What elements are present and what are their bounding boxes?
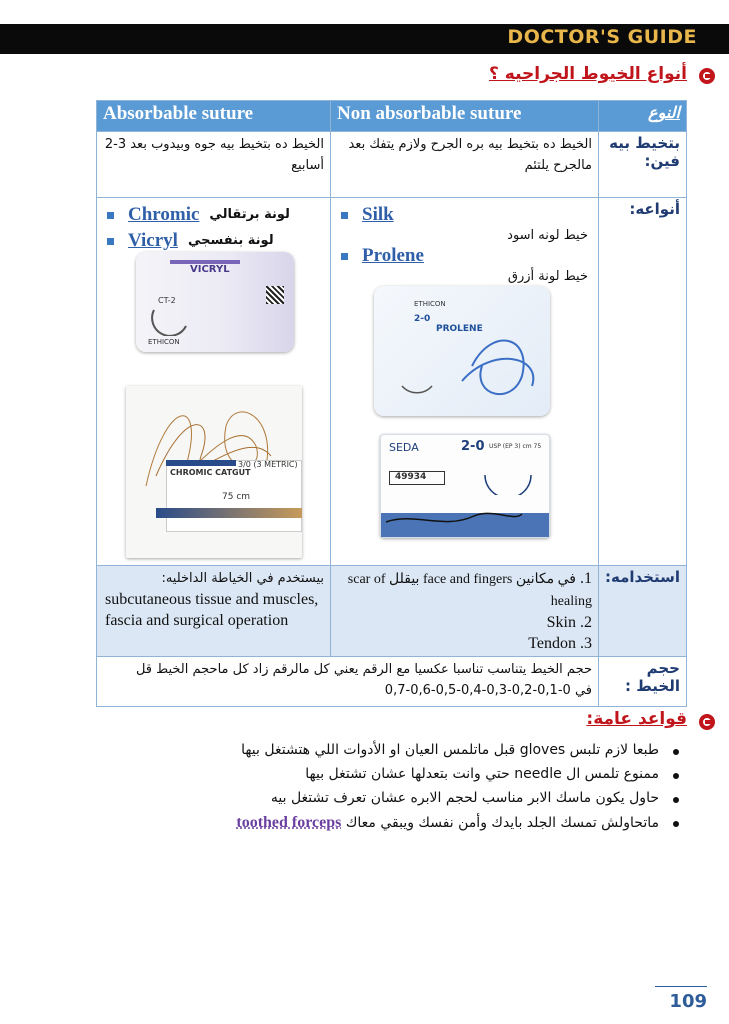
col-type-label: النوع xyxy=(599,101,687,132)
row-label-size: حجم الخيط : xyxy=(599,657,687,707)
rule-item-4-text: ماتحاولش تمسك الجلد بايدك وأمن نفسك ويبقي معاك xyxy=(345,815,659,831)
seda-spec: USP (EP 3) cm 75 xyxy=(489,443,542,450)
rule-item-4 xyxy=(236,814,659,832)
non-absorbable-usage-cell xyxy=(331,566,599,657)
table-row-size xyxy=(97,657,687,707)
black-thread-icon xyxy=(384,502,524,532)
size-cell xyxy=(97,657,599,707)
type-color-prolene: خيط لونة أزرق xyxy=(507,269,588,284)
rule-item-1: طبعا لازم تلبس gloves قبل ماتلمس العيان او الأدوات اللي هتشتغل بيها xyxy=(241,742,659,758)
type-name-vicryl: Vicryl xyxy=(128,230,178,251)
toothed-forceps-term: toothed forceps xyxy=(236,814,342,831)
prolene-maker: ETHICON xyxy=(414,300,446,308)
chromic-brand: CHROMIC CATGUT xyxy=(170,468,251,477)
row-label-usage: استخدامه: xyxy=(599,566,687,657)
bullet-icon xyxy=(341,212,348,219)
type-silk xyxy=(337,202,592,228)
header-title: DOCTOR'S GUIDE xyxy=(507,26,697,48)
prolene-package-image xyxy=(374,286,550,416)
rule-item-2: ممنوع تلمس ال needle حتي وانت بتعدلها عشان تشتغل بيها xyxy=(305,766,659,782)
rule-item-3: حاول يكون ماسك الابر مناسب لحجم الابره عشان تعرف تشتغل بيه xyxy=(270,790,659,806)
row-label-types: أنواعه: xyxy=(599,198,687,566)
table-header-row xyxy=(97,101,687,132)
qr-code-icon xyxy=(266,286,284,304)
section-title-suture-types: أنواع الخيوط الجراحيه ؟ xyxy=(488,64,687,84)
size-line-2: في 0-0,1-0,2-0,3-0,4-0,5-0,6-0,7 xyxy=(384,683,592,698)
vicryl-maker: ETHICON xyxy=(148,338,180,346)
absorbable-usage-en: subcutaneous tissue and muscles, fascia and surgical operation xyxy=(105,591,319,629)
table-row-where xyxy=(97,132,687,198)
type-color-silk: خيط لونه اسود xyxy=(507,228,588,243)
chromic-size: 3/0 (3 METRIC) xyxy=(238,460,298,469)
suture-loop-icon xyxy=(392,326,542,406)
size-line-1: حجم الخيط يتناسب تناسبا عكسيا مع الرقم يعني كل مالرقم زاد كل ماحجم الخيط قل xyxy=(135,662,592,677)
prolene-size: 2-0 xyxy=(414,314,431,324)
type-chromic xyxy=(103,202,324,228)
non-absorbable-where-text: الخيط ده بتخيط بيه بره الجرح ولازم يتفك بعد مالجرح يلتئم xyxy=(331,132,599,198)
usage-item-2 xyxy=(337,612,592,633)
usage-item-2-num: 2. xyxy=(580,614,592,631)
vicryl-brand: VICRYL xyxy=(190,264,230,275)
type-color-vicryl: لونة بنفسجي xyxy=(187,233,274,248)
needle-icon xyxy=(150,306,190,336)
table-row-usage xyxy=(97,566,687,657)
type-name-silk: Silk xyxy=(362,204,394,225)
usage-item-1 xyxy=(337,568,592,612)
bullet-icon xyxy=(341,253,348,260)
bullet-icon xyxy=(107,212,114,219)
col-non-absorbable: Non absorbable suture xyxy=(331,101,599,132)
usage-item-3-text: Tendon xyxy=(528,635,576,652)
usage-item-3-num: 3. xyxy=(580,635,592,652)
seda-lot: 49934 xyxy=(395,472,427,482)
row-label-where: بتخيط بيه فين: xyxy=(599,132,687,198)
usage-item-2-text: Skin xyxy=(546,614,576,631)
chromic-package-image xyxy=(126,386,302,558)
prolene-brand: PROLENE xyxy=(436,324,483,334)
type-color-chromic: لونة برتقالي xyxy=(209,207,290,222)
usage-item-1-num: 1. xyxy=(580,570,592,587)
type-vicryl xyxy=(103,228,324,254)
chromic-length: 75 cm xyxy=(222,492,251,502)
absorbable-where-text: الخيط ده بتخيط بيه جوه وبيدوب بعد 3-2 أسابيع xyxy=(97,132,331,198)
seda-brand: SEDA xyxy=(389,441,419,454)
type-name-chromic: Chromic xyxy=(128,204,200,225)
col-absorbable: Absorbable suture xyxy=(97,101,331,132)
vicryl-code: CT-2 xyxy=(158,296,176,305)
header-bar xyxy=(0,24,729,54)
page-number: 109 xyxy=(655,986,707,1012)
type-prolene xyxy=(337,243,592,269)
vicryl-package-image xyxy=(136,252,294,352)
usage-item-1-text: في مكانين face and fingers بيقلل scar of healing xyxy=(347,572,592,609)
absorbable-usage-cell xyxy=(97,566,331,657)
type-name-prolene: Prolene xyxy=(362,245,424,266)
section-marker-icon xyxy=(699,714,715,730)
seda-size: 2-0 xyxy=(461,439,485,454)
section-marker-icon xyxy=(699,68,715,84)
section-title-rules: قواعد عامة: xyxy=(586,709,687,729)
usage-item-3 xyxy=(337,633,592,654)
needle-icon xyxy=(481,455,541,495)
bullet-icon xyxy=(107,238,114,245)
absorbable-usage-ar: بيستخدم في الخياطة الداخليه: xyxy=(161,571,324,586)
